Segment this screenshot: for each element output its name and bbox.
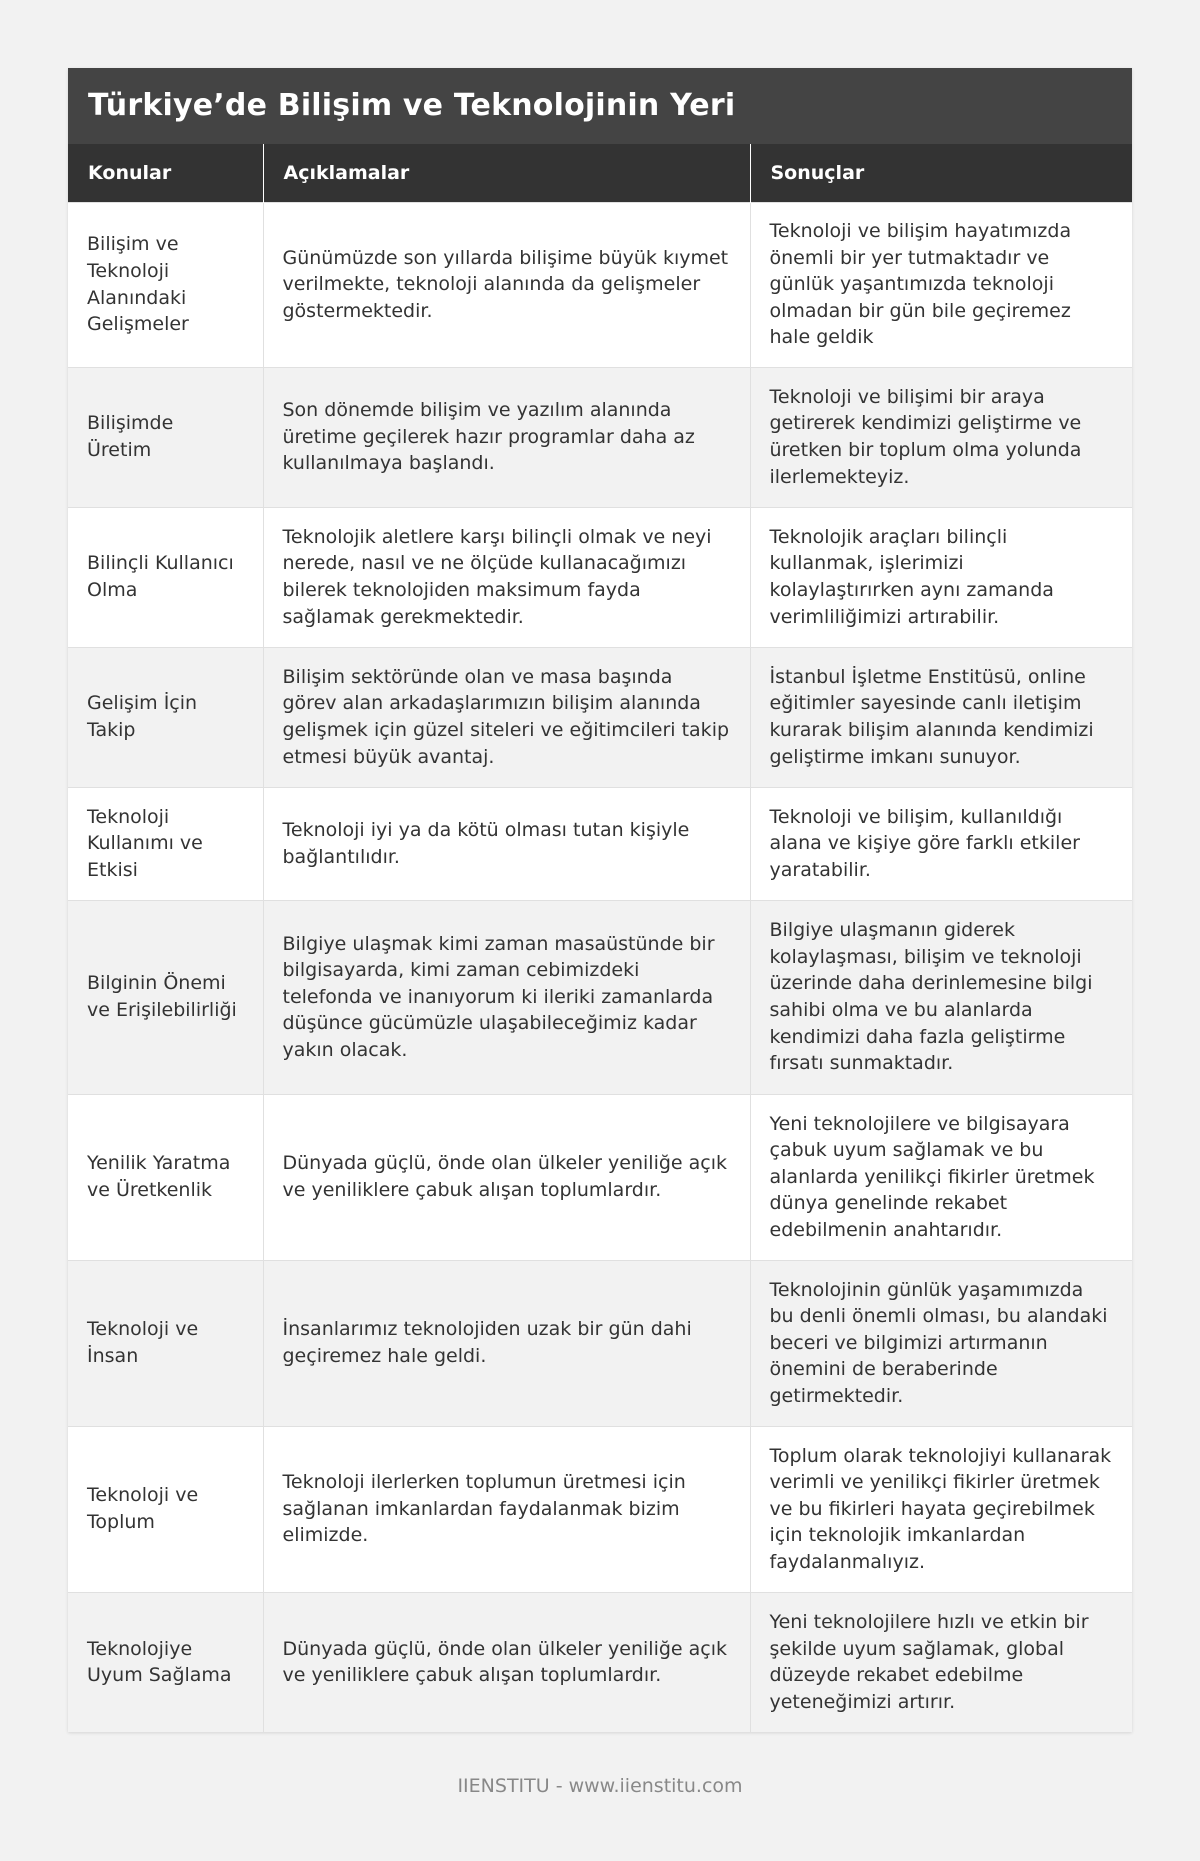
cell-topic: Bilişim ve Teknoloji Alanındaki Gelişmeler bbox=[68, 202, 263, 367]
cell-topic: Bilişimde Üretim bbox=[68, 367, 263, 507]
cell-description: Dünyada güçlü, önde olan ülkeler yeniliğe açık ve yeniliklere çabuk alışan toplumlardır. bbox=[263, 1094, 750, 1260]
cell-result: Bilgiye ulaşmanın giderek kolaylaşması, bilişim ve teknoloji üzerinde daha derinlemesine bilgi sahibi olma ve bu alanlarda kendimizi daha fazla geliştirme fırsatı sunmaktadır. bbox=[750, 900, 1132, 1094]
table-row bbox=[68, 202, 1132, 367]
table-title: Türkiye’de Bilişim ve Teknolojinin Yeri bbox=[68, 68, 1132, 144]
column-header-topics: Konular bbox=[68, 144, 263, 202]
table-row bbox=[68, 1592, 1132, 1732]
table-row bbox=[68, 367, 1132, 507]
table-card bbox=[68, 68, 1132, 1732]
table-row bbox=[68, 1094, 1132, 1260]
cell-result: Toplum olarak teknolojiyi kullanarak verimli ve yenilikçi fikirler üretmek ve bu fikirleri hayata geçirebilmek için teknolojik imkanlardan faydalanmalıyız. bbox=[750, 1426, 1132, 1592]
table-row bbox=[68, 1260, 1132, 1426]
cell-description: Dünyada güçlü, önde olan ülkeler yeniliğe açık ve yeniliklere çabuk alışan toplumlardır. bbox=[263, 1592, 750, 1732]
cell-result: Yeni teknolojilere ve bilgisayara çabuk uyum sağlamak ve bu alanlarda yenilikçi fikirler üretmek dünya genelinde rekabet edebilmenin anahtarıdır. bbox=[750, 1094, 1132, 1260]
cell-description: Son dönemde bilişim ve yazılım alanında üretime geçilerek hazır programlar daha az kullanılmaya başlandı. bbox=[263, 367, 750, 507]
cell-description: Bilişim sektöründe olan ve masa başında görev alan arkadaşlarımızın bilişim alanında gelişmek için güzel siteleri ve eğitimcileri takip etmesi büyük avantaj. bbox=[263, 647, 750, 787]
cell-description: Günümüzde son yıllarda bilişime büyük kıymet verilmekte, teknoloji alanında da gelişmeler göstermektedir. bbox=[263, 202, 750, 367]
cell-topic: Yenilik Yaratma ve Üretkenlik bbox=[68, 1094, 263, 1260]
cell-topic: Teknolojiye Uyum Sağlama bbox=[68, 1592, 263, 1732]
footer-credit: IIENSTITU - www.iienstitu.com bbox=[457, 1775, 743, 1797]
header-row bbox=[68, 144, 1132, 202]
cell-result: Yeni teknolojilere hızlı ve etkin bir şekilde uyum sağlamak, global düzeyde rekabet edebilme yeteneğimizi artırır. bbox=[750, 1592, 1132, 1732]
data-table bbox=[68, 144, 1132, 1732]
cell-result: Teknolojinin günlük yaşamımızda bu denli önemli olması, bu alandaki beceri ve bilgimizi artırmanın önemini de beraberinde getirmektedir. bbox=[750, 1260, 1132, 1426]
cell-description: İnsanlarımız teknolojiden uzak bir gün dahi geçiremez hale geldi. bbox=[263, 1260, 750, 1426]
cell-topic: Teknoloji ve İnsan bbox=[68, 1260, 263, 1426]
cell-result: Teknoloji ve bilişimi bir araya getirerek kendimizi geliştirme ve üretken bir toplum olma yolunda ilerlemekteyiz. bbox=[750, 367, 1132, 507]
cell-topic: Bilginin Önemi ve Erişilebilirliği bbox=[68, 900, 263, 1094]
cell-topic: Gelişim İçin Takip bbox=[68, 647, 263, 787]
cell-topic: Bilinçli Kullanıcı Olma bbox=[68, 507, 263, 647]
cell-description: Teknoloji ilerlerken toplumun üretmesi için sağlanan imkanlardan faydalanmak bizim elimizde. bbox=[263, 1426, 750, 1592]
column-header-descriptions: Açıklamalar bbox=[263, 144, 750, 202]
cell-topic: Teknoloji ve Toplum bbox=[68, 1426, 263, 1592]
cell-result: Teknolojik araçları bilinçli kullanmak, işlerimizi kolaylaştırırken aynı zamanda verimliliğimizi artırabilir. bbox=[750, 507, 1132, 647]
cell-topic: Teknoloji Kullanımı ve Etkisi bbox=[68, 787, 263, 900]
cell-result: İstanbul İşletme Enstitüsü, online eğitimler sayesinde canlı iletişim kurarak bilişim alanında kendimizi geliştirme imkanı sunuyor. bbox=[750, 647, 1132, 787]
cell-result: Teknoloji ve bilişim, kullanıldığı alana ve kişiye göre farklı etkiler yaratabilir. bbox=[750, 787, 1132, 900]
cell-result: Teknoloji ve bilişim hayatımızda önemli bir yer tutmaktadır ve günlük yaşantımızda teknoloji olmadan bir gün bile geçiremez hale geldik bbox=[750, 202, 1132, 367]
table-row bbox=[68, 647, 1132, 787]
table-row bbox=[68, 507, 1132, 647]
table-row bbox=[68, 1426, 1132, 1592]
cell-description: Bilgiye ulaşmak kimi zaman masaüstünde bir bilgisayarda, kimi zaman cebimizdeki telefonda ve inanıyorum ki ileriki zamanlarda düşünce gücümüzle ulaşabileceğimiz kadar yakın olacak. bbox=[263, 900, 750, 1094]
table-row bbox=[68, 900, 1132, 1094]
table-row bbox=[68, 787, 1132, 900]
column-header-results: Sonuçlar bbox=[750, 144, 1132, 202]
cell-description: Teknoloji iyi ya da kötü olması tutan kişiyle bağlantılıdır. bbox=[263, 787, 750, 900]
cell-description: Teknolojik aletlere karşı bilinçli olmak ve neyi nerede, nasıl ve ne ölçüde kullanacağımızı bilerek teknolojiden maksimum fayda sağlamak gerekmektedir. bbox=[263, 507, 750, 647]
